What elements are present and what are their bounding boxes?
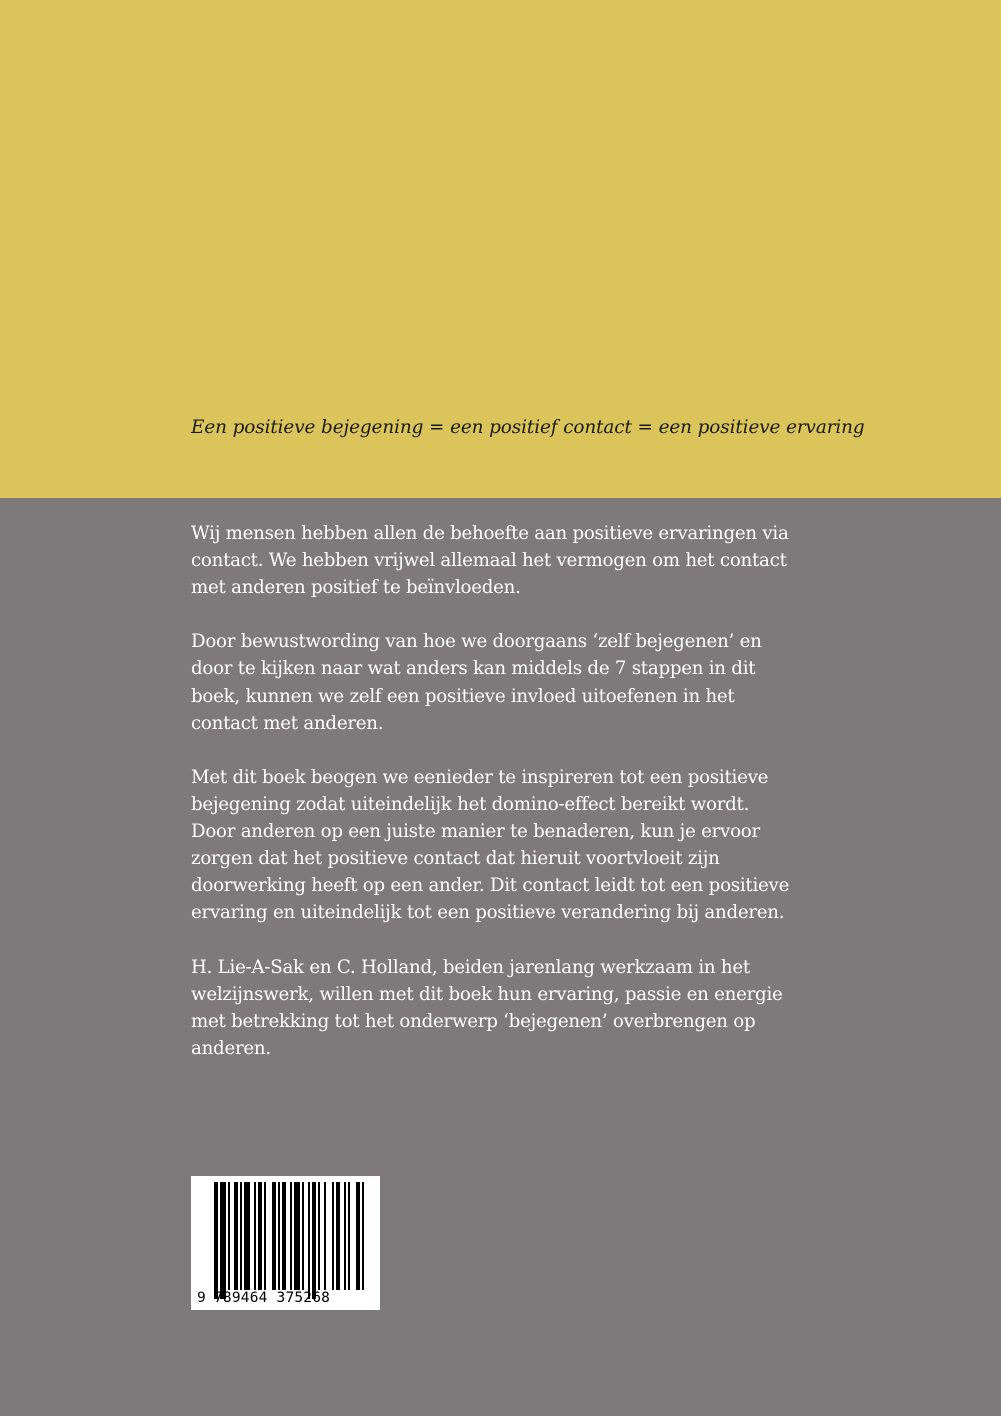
blurb-paragraph: Met dit boek beogen we eenieder te inspireren tot een positieve bejegening zodat uiteindelijk het domino-effect bereikt wordt. Door anderen op een juiste manier te benaderen, kun je ervoor zorgen dat het positieve contact dat hieruit voortvloeit zijn doorwerking heeft op een ander. Dit contact leidt tot een positieve ervaring en uiteindelijk tot een positieve verandering bij anderen. [191, 766, 790, 924]
barcode-lead-digit: 9 [197, 1290, 206, 1306]
blurb-paragraph: Door bewustwording van hoe we doorgaans ‘zelf bejegenen’ en door te kijken naar wat anders kan middels de 7 stappen in dit boek, kunnen we zelf een positieve invloed uitoefenen in het contact met anderen. [191, 631, 762, 734]
barcode-digits: 789464 375268 [214, 1290, 331, 1306]
isbn-barcode [191, 1176, 380, 1310]
cover-top-band [0, 0, 1001, 498]
blurb-paragraph: Wij mensen hebben allen de behoefte aan positieve ervaringen via contact. We hebben vrijwel allemaal het vermogen om het contact met anderen positief te beïnvloeden. [191, 523, 789, 599]
barcode-number [191, 1242, 380, 1306]
blurb-paragraph: H. Lie-A-Sak en C. Holland, beiden jarenlang werkzaam in het welzijnswerk, willen met dit boek hun ervaring, passie en energie met betrekking tot het onderwerp ‘bejegenen’ overbrengen op anderen. [191, 956, 783, 1059]
tagline: Een positieve bejegening = een positief contact = een positieve ervaring [191, 417, 865, 438]
blurb-text [191, 520, 791, 1089]
